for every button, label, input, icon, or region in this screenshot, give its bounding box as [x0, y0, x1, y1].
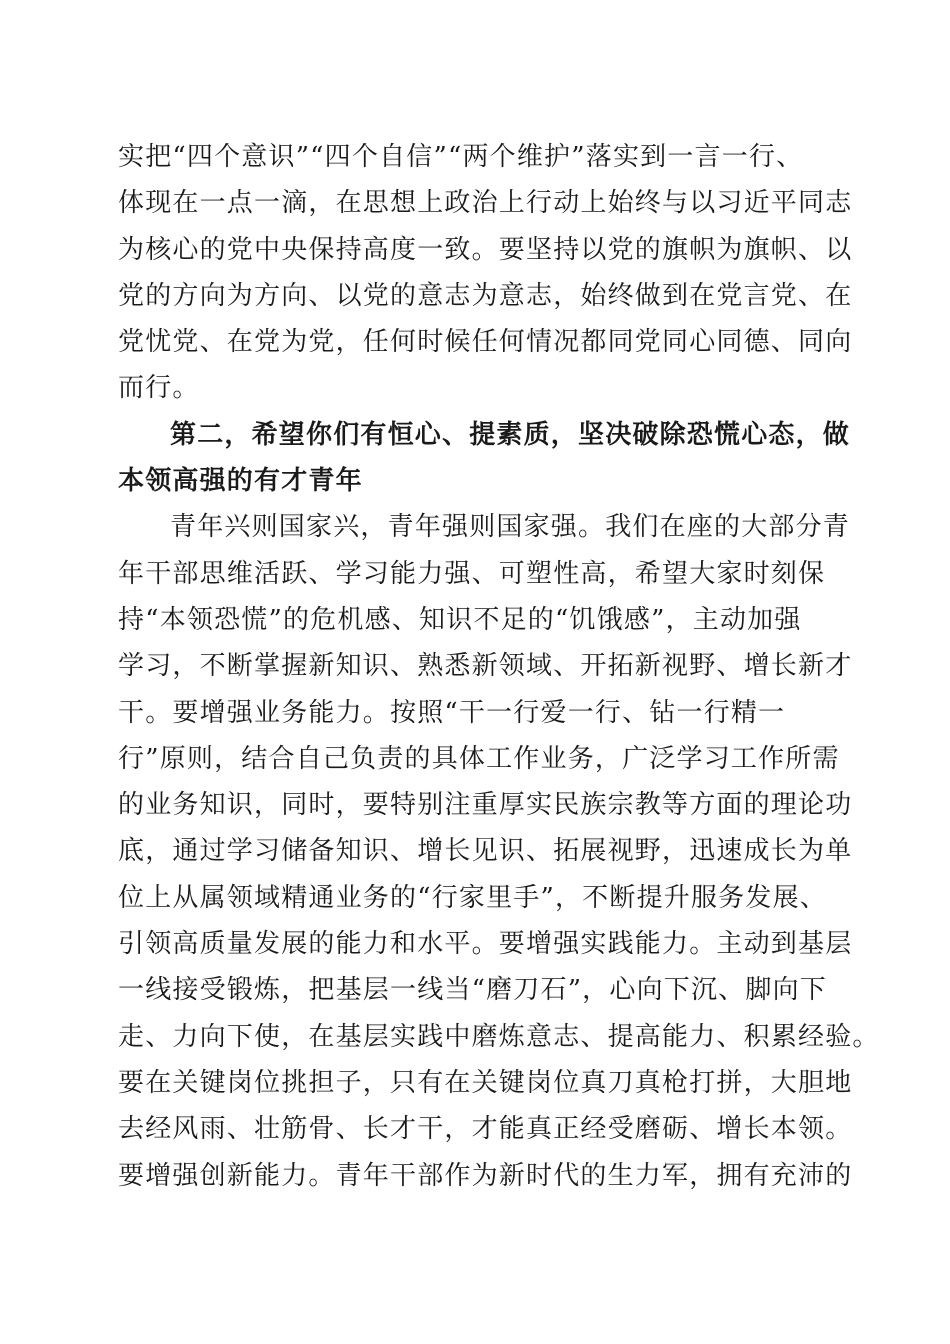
text-line: 党的方向为方向、以党的意志为意志，始终做到在党言党、在 — [118, 280, 853, 311]
paragraph-1 — [118, 134, 853, 412]
text-line: 干。要增强业务能力。按照“干一行爱一行、钻一行精一 — [118, 697, 786, 728]
text-line: 年干部思维活跃、学习能力强、可塑性高，希望大家时刻保 — [118, 558, 826, 589]
text-line: 去经风雨、壮筋骨、长才干，才能真正经受磨砺、增长本领。 — [118, 1114, 853, 1145]
text-line: 行”原则，结合自己负责的具体工作业务，广泛学习工作所需 — [118, 743, 840, 774]
text-line: 走、力向下使，在基层实践中磨炼意志、提高能力、积累经验。 — [118, 1021, 880, 1052]
document-body — [118, 134, 880, 1199]
text-line: 持“本领恐慌”的危机感、知识不足的“饥饿感”，主动加强 — [118, 604, 802, 635]
text-line: 实把“四个意识”“四个自信”“两个维护”落实到一言一行、 — [118, 142, 804, 172]
paragraph-2 — [118, 504, 880, 1198]
heading-line: 本领高强的有才青年 — [118, 466, 363, 497]
text-line: 要增强创新能力。青年干部作为新时代的生力军，拥有充沛的 — [118, 1160, 853, 1191]
text-line: 一线接受锻炼，把基层一线当“磨刀石”，心向下沉、脚向下 — [118, 975, 827, 1006]
section-heading-2 — [118, 412, 851, 505]
text-line: 为核心的党中央保持高度一致。要坚持以党的旗帜为旗帜、以 — [118, 234, 853, 265]
text-line: 学习，不断掌握新知识、熟悉新领域、开拓新视野、增长新才 — [118, 651, 853, 682]
text-line: 底，通过学习储备知识、增长见识、拓展视野，迅速成长为单 — [118, 836, 853, 867]
text-line: 要在关键岗位挑担子，只有在关键岗位真刀真枪打拼，大胆地 — [118, 1067, 853, 1098]
text-line: 青年兴则国家兴，青年强则国家强。我们在座的大部分青 — [170, 512, 851, 543]
text-line: 引领高质量发展的能力和水平。要增强实践能力。主动到基层 — [118, 929, 853, 960]
text-line: 而行。 — [118, 373, 200, 404]
text-line: 位上从属领域精通业务的“行家里手”，不断提升服务发展、 — [118, 882, 827, 913]
text-line: 体现在一点一滴，在思想上政治上行动上始终与以习近平同志 — [118, 188, 853, 219]
text-line: 党忧党、在党为党，任何时候任何情况都同党同心同德、同向 — [118, 327, 853, 358]
text-line: 的业务知识，同时，要特别注重厚实民族宗教等方面的理论功 — [118, 790, 853, 821]
heading-line: 第二，希望你们有恒心、提素质，坚决破除恐慌心态，做 — [170, 419, 851, 450]
